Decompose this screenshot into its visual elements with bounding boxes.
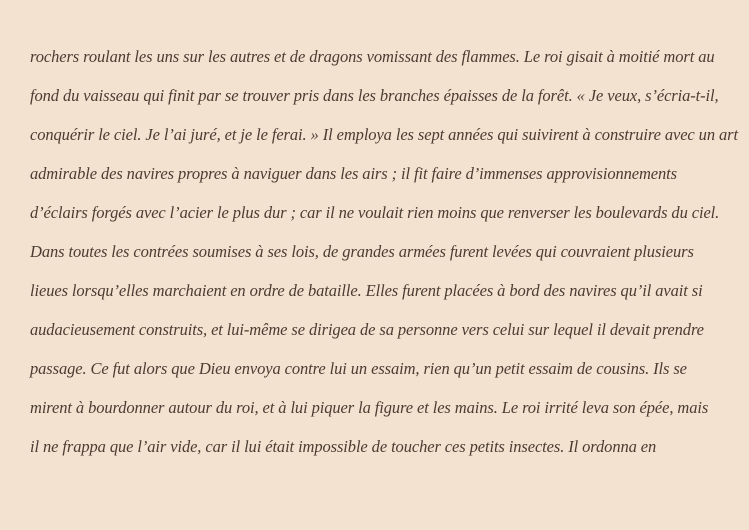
text-line: mirent à bourdonner autour du roi, et à lui piquer la figure et les mains. Le roi irrité leva son épée, mais	[30, 398, 709, 417]
text-line: Dans toutes les contrées soumises à ses lois, de grandes armées furent levées qui couvraient plusieurs	[30, 242, 694, 261]
text-line: rochers roulant les uns sur les autres et de dragons vomissant des flammes. Le roi gisait à moitié mort au	[30, 47, 715, 66]
paragraph-text	[30, 37, 738, 466]
text-line: passage. Ce fut alors que Dieu envoya contre lui un essaim, rien qu’un petit essaim de cousins. Ils se	[30, 359, 687, 378]
text-line: conquérir le ciel. Je l’ai juré, et je le ferai. » Il employa les sept années qui suivirent à construire avec un art	[30, 125, 738, 144]
text-line: d’éclairs forgés avec l’acier le plus dur ; car il ne voulait rien moins que renverser les boulevards du ciel.	[30, 203, 720, 222]
text-line: lieues lorsqu’elles marchaient en ordre de bataille. Elles furent placées à bord des navires qu’il avait si	[30, 281, 703, 300]
text-line: il ne frappa que l’air vide, car il lui était impossible de toucher ces petits insectes. Il ordonna en	[30, 437, 657, 456]
text-line: fond du vaisseau qui finit par se trouver pris dans les branches épaisses de la forêt. « Je veux, s’écria-t-il,	[30, 86, 719, 105]
text-line: audacieusement construits, et lui-même se dirigea de sa personne vers celui sur lequel il devait prendre	[30, 320, 704, 339]
text-line: admirable des navires propres à naviguer dans les airs ; il fit faire d’immenses approvisionnements	[30, 164, 677, 183]
